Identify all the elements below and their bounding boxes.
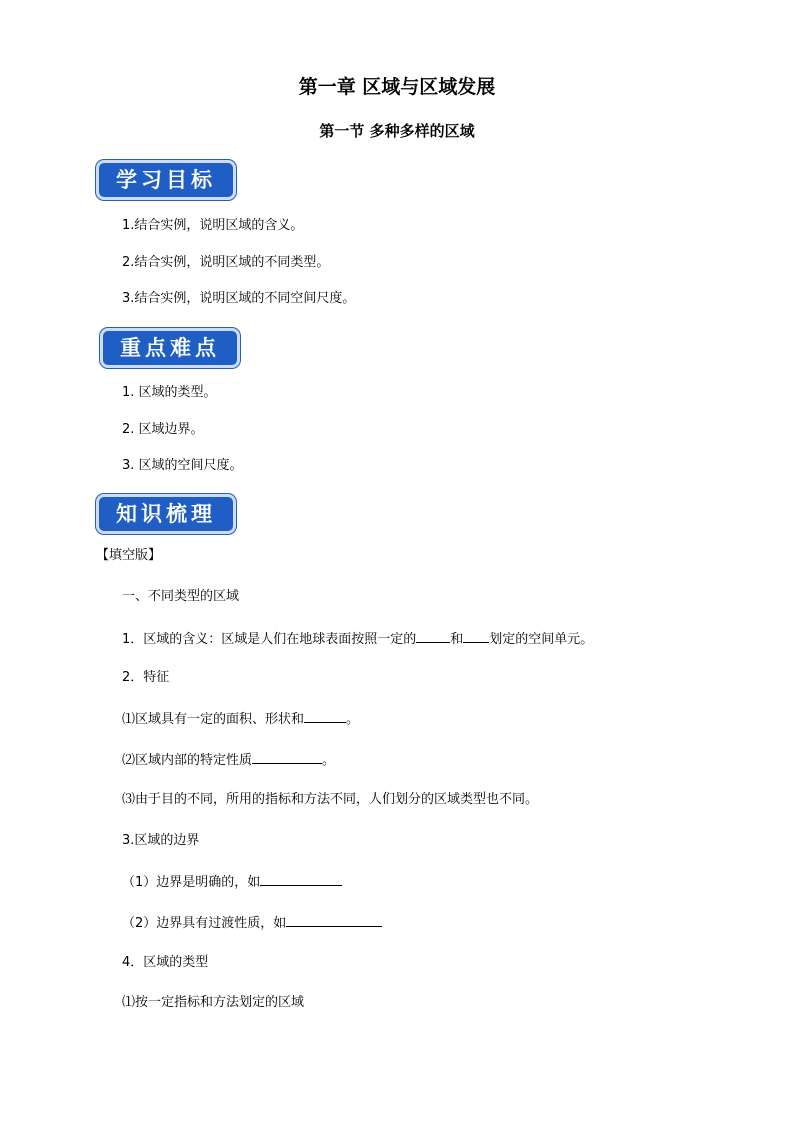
- question-2-1: [122, 709, 359, 729]
- question-3-1: [122, 872, 342, 892]
- question-text: ⑵区域内部的特定性质: [122, 753, 253, 768]
- question-text: 划定的空间单元。: [489, 632, 594, 647]
- question-text: （1）边界是明确的，如: [122, 875, 261, 890]
- fill-blank[interactable]: [286, 913, 382, 927]
- objectives-badge: 学习目标: [96, 160, 236, 200]
- fill-blank[interactable]: [463, 629, 489, 643]
- question-text: 。: [322, 753, 336, 768]
- question-text: 1．区域的含义：区域是人们在地球表面按照一定的: [122, 632, 417, 647]
- section-title: 第一节 多种多样的区域: [319, 122, 475, 140]
- objective-item: 1.结合实例，说明区域的含义。: [122, 218, 304, 233]
- objective-item: 2.结合实例，说明区域的不同类型。: [122, 255, 330, 270]
- fill-blank[interactable]: [252, 750, 322, 764]
- key-points-badge: 重点难点: [100, 328, 240, 368]
- question-text: 。: [346, 712, 360, 727]
- question-2-3: ⑶由于目的不同，所用的指标和方法不同，人们划分的区域类型也不同。: [122, 792, 539, 807]
- question-2-2: [122, 750, 335, 770]
- question-3-2: [122, 913, 382, 933]
- objective-item: 3.结合实例，说明区域的不同空间尺度。: [122, 291, 356, 306]
- question-text: 和: [450, 632, 464, 647]
- fill-blank[interactable]: [416, 629, 450, 643]
- fill-blank[interactable]: [260, 872, 342, 886]
- key-point-item: 1. 区域的类型。: [122, 385, 217, 400]
- question-1: [122, 629, 593, 649]
- fill-blank[interactable]: [304, 709, 346, 723]
- chapter-title: 第一章 区域与区域发展: [298, 76, 496, 98]
- key-point-item: 2. 区域边界。: [122, 422, 204, 437]
- question-2-heading: 2．特征: [122, 670, 170, 685]
- knowledge-badge: 知识梳理: [96, 494, 236, 534]
- question-text: ⑴区域具有一定的面积、形状和: [122, 712, 305, 727]
- version-label: 【填空版】: [96, 548, 162, 563]
- question-4-heading: 4．区域的类型: [122, 955, 209, 970]
- key-point-item: 3. 区域的空间尺度。: [122, 458, 243, 473]
- question-3-heading: 3.区域的边界: [122, 833, 200, 848]
- question-4-1: ⑴按一定指标和方法划定的区域: [122, 995, 305, 1010]
- section-heading: 一、不同类型的区域: [122, 589, 240, 604]
- question-text: （2）边界具有过渡性质，如: [122, 916, 287, 931]
